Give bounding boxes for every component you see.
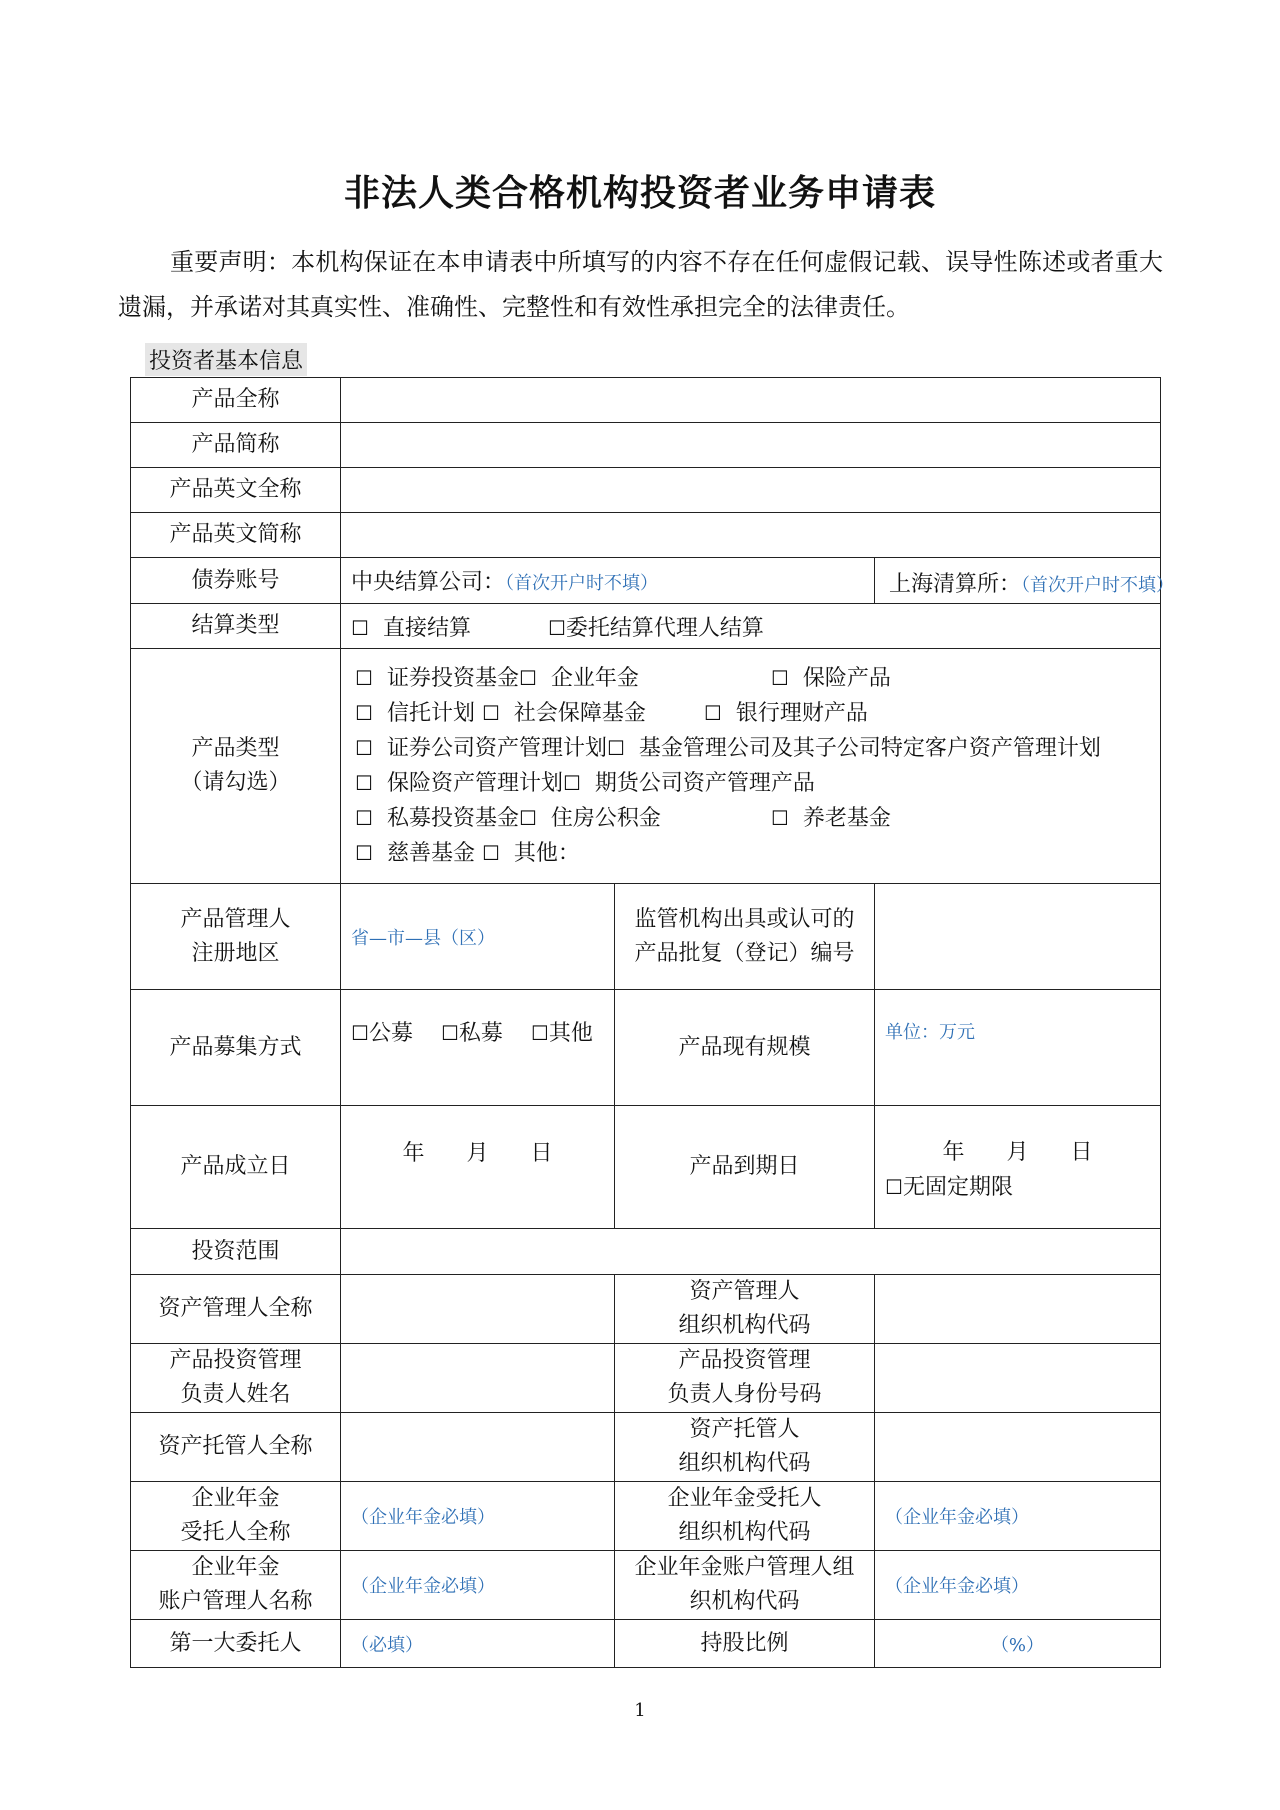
- page-number: 1: [634, 1700, 646, 1721]
- no-fixed-term-option[interactable]: ☐无固定期限: [885, 1170, 1150, 1205]
- checkbox-icon[interactable]: ☐: [355, 806, 373, 830]
- row-first-principal: [131, 1620, 1161, 1668]
- maturity-date-placeholder: 年 月 日: [942, 1140, 1093, 1165]
- annuity-trustee-code-label: 企业年金受托人 组织机构代码: [615, 1482, 875, 1551]
- ccdc-account-field[interactable]: [341, 558, 875, 604]
- annuity-account-manager-hint: （企业年金必填）: [351, 1576, 495, 1597]
- application-form-table: [130, 377, 1175, 1668]
- row-investment-manager: [131, 1344, 1161, 1413]
- product-scale-hint: 单位：万元: [885, 1022, 975, 1043]
- investment-manager-id-label: 产品投资管理 负责人身份号码: [615, 1344, 875, 1413]
- row-bond-account: [131, 558, 1161, 604]
- row-annuity-account-manager: [131, 1551, 1161, 1620]
- bond-account-label: 债券账号: [131, 558, 341, 604]
- custodian-code-field[interactable]: [875, 1413, 1161, 1482]
- product-en-short-name-field[interactable]: [341, 513, 1161, 558]
- option-enterprise-annuity[interactable]: 企业年金: [550, 666, 639, 691]
- row-manager-region: [131, 884, 1161, 990]
- raising-method-label: 产品募集方式: [131, 990, 341, 1106]
- option-charity-fund[interactable]: 慈善基金: [386, 841, 475, 866]
- product-short-name-label: 产品简称: [131, 423, 341, 468]
- product-type-line-4: [355, 766, 1150, 801]
- product-type-line-5: [355, 801, 1150, 836]
- option-housing-provident-fund[interactable]: 住房公积金: [550, 806, 661, 831]
- option-insurance-product[interactable]: 保险产品: [802, 666, 891, 691]
- settlement-type-options: [341, 604, 1161, 649]
- checkbox-icon[interactable]: ☐: [355, 666, 373, 690]
- product-en-short-name-label: 产品英文简称: [131, 513, 341, 558]
- checkbox-icon[interactable]: ☐: [770, 806, 789, 830]
- asset-manager-label: 资产管理人全称: [131, 1275, 341, 1344]
- option-other[interactable]: 其他：: [513, 841, 580, 866]
- annuity-trustee-field[interactable]: [341, 1482, 615, 1551]
- row-custodian: [131, 1413, 1161, 1482]
- page-title: 非法人类合格机构投资者业务申请表: [343, 173, 936, 214]
- manager-region-hint: 省—市—县（区）: [351, 927, 495, 949]
- product-en-full-name-label: 产品英文全称: [131, 468, 341, 513]
- approval-number-label: 监管机构出具或认可的 产品批复（登记）编号: [615, 884, 875, 990]
- option-futures-am-product[interactable]: 期货公司资产管理产品: [594, 771, 815, 796]
- checkbox-icon[interactable]: ☐: [562, 771, 581, 795]
- shch-hint: （首次开户时不填）: [1021, 575, 1175, 596]
- product-full-name-field[interactable]: [341, 378, 1161, 423]
- checkbox-icon[interactable]: ☐: [770, 666, 789, 690]
- annuity-trustee-code-hint: （企业年金必填）: [885, 1507, 1029, 1528]
- checkbox-icon[interactable]: ☐: [355, 736, 373, 760]
- asset-manager-code-field[interactable]: [875, 1275, 1161, 1344]
- annuity-account-manager-code-label: 企业年金账户管理人组 织机构代码: [615, 1551, 875, 1620]
- investment-manager-field[interactable]: [341, 1344, 615, 1413]
- row-raising-method: [131, 990, 1161, 1106]
- product-scale-field[interactable]: [875, 990, 1161, 1106]
- first-principal-hint: （必填）: [351, 1634, 423, 1656]
- annuity-trustee-code-field[interactable]: [875, 1482, 1161, 1551]
- investment-scope-label: 投资范围: [131, 1229, 341, 1275]
- checkbox-icon[interactable]: ☐: [481, 701, 500, 725]
- row-product-full-name: [131, 378, 1161, 423]
- investment-scope-field[interactable]: [341, 1229, 1161, 1275]
- maturity-date-field[interactable]: [875, 1106, 1161, 1229]
- share-ratio-hint: （%）: [990, 1634, 1045, 1656]
- annuity-account-manager-label: 企业年金 账户管理人名称: [131, 1551, 341, 1620]
- checkbox-icon[interactable]: ☐: [355, 841, 373, 865]
- row-annuity-trustee: [131, 1482, 1161, 1551]
- row-asset-manager: [131, 1275, 1161, 1344]
- asset-manager-field[interactable]: [341, 1275, 615, 1344]
- shch-label: 上海清算所：: [889, 572, 1022, 597]
- declaration-text: 重要声明：本机构保证在本申请表中所填写的内容不存在任何虚假记载、误导性陈述或者重大遗漏，并承诺对其真实性、准确性、完整性和有效性承担完全的法律责任。: [118, 248, 1163, 321]
- custodian-label: 资产托管人全称: [131, 1413, 341, 1482]
- ccdc-hint: （首次开户时不填）: [505, 573, 659, 594]
- option-pension-fund[interactable]: 养老基金: [802, 806, 891, 831]
- row-product-type: [131, 649, 1161, 884]
- checkbox-icon[interactable]: ☐: [518, 666, 537, 690]
- asset-manager-code-label: 资产管理人 组织机构代码: [615, 1275, 875, 1344]
- annuity-account-manager-field[interactable]: [341, 1551, 615, 1620]
- checkbox-icon[interactable]: ☐: [530, 1021, 549, 1045]
- annuity-trustee-hint: （企业年金必填）: [351, 1507, 495, 1528]
- annuity-trustee-label: 企业年金 受托人全称: [131, 1482, 341, 1551]
- option-trust-plan[interactable]: 信托计划: [386, 701, 475, 726]
- checkbox-icon[interactable]: ☐: [481, 841, 500, 865]
- raising-option-public[interactable]: ☐公募: [351, 1021, 413, 1046]
- raising-option-private[interactable]: ☐私募: [440, 1021, 503, 1046]
- maturity-date-label: 产品到期日: [615, 1106, 875, 1229]
- established-date-placeholder: 年 月 日: [402, 1141, 553, 1166]
- option-securities-fund[interactable]: 证券投资基金: [386, 666, 519, 691]
- product-type-line-6: [355, 836, 1150, 871]
- manager-region-field[interactable]: [341, 884, 615, 990]
- checkbox-icon[interactable]: ☐: [885, 1175, 903, 1199]
- product-type-label: 产品类型 （请勾选）: [131, 649, 341, 884]
- row-investment-scope: [131, 1229, 1161, 1275]
- product-en-full-name-field[interactable]: [341, 468, 1161, 513]
- share-ratio-field[interactable]: [875, 1620, 1161, 1668]
- checkbox-icon[interactable]: ☐: [606, 736, 625, 760]
- option-bank-wealth-product[interactable]: 银行理财产品: [735, 701, 868, 726]
- section-label: 投资者基本信息: [145, 343, 307, 376]
- checkbox-icon[interactable]: ☐: [355, 701, 373, 725]
- checkbox-icon[interactable]: ☐: [547, 615, 566, 640]
- shch-account-field[interactable]: [875, 558, 1175, 604]
- checkbox-icon[interactable]: ☐: [518, 806, 537, 830]
- checkbox-icon[interactable]: ☐: [703, 701, 722, 725]
- option-social-security-fund[interactable]: 社会保障基金: [513, 701, 646, 726]
- checkbox-icon[interactable]: ☐: [355, 771, 373, 795]
- product-type-line-3: [355, 731, 1150, 766]
- row-product-short-name: [131, 423, 1161, 468]
- option-insurance-am-plan[interactable]: 保险资产管理计划: [386, 771, 563, 796]
- manager-region-label: 产品管理人 注册地区: [131, 884, 341, 990]
- product-short-name-field[interactable]: [341, 423, 1161, 468]
- row-product-en-short-name: [131, 513, 1161, 558]
- investment-manager-id-field[interactable]: [875, 1344, 1161, 1413]
- product-type-options: [341, 649, 1161, 884]
- established-date-label: 产品成立日: [131, 1106, 341, 1229]
- raising-method-options: [341, 990, 615, 1106]
- product-scale-label: 产品现有规模: [615, 990, 875, 1106]
- custodian-field[interactable]: [341, 1413, 615, 1482]
- checkbox-icon[interactable]: ☐: [440, 1021, 459, 1045]
- option-private-fund[interactable]: 私募投资基金: [386, 806, 519, 831]
- checkbox-icon[interactable]: ☐: [351, 1021, 369, 1045]
- custodian-code-label: 资产托管人 组织机构代码: [615, 1413, 875, 1482]
- row-product-en-full-name: [131, 468, 1161, 513]
- share-ratio-label: 持股比例: [615, 1620, 875, 1668]
- first-principal-field[interactable]: [341, 1620, 615, 1668]
- checkbox-icon[interactable]: ☐: [351, 615, 369, 640]
- product-type-line-2: [355, 696, 1150, 731]
- investment-manager-label: 产品投资管理 负责人姓名: [131, 1344, 341, 1413]
- established-date-field[interactable]: [341, 1106, 615, 1229]
- product-type-line-1: [355, 661, 1150, 696]
- row-dates: [131, 1106, 1161, 1229]
- settlement-option-agent[interactable]: ☐委托结算代理人结算: [547, 615, 764, 641]
- settlement-type-label: 结算类型: [131, 604, 341, 649]
- option-securities-am-plan[interactable]: 证券公司资产管理计划: [386, 736, 607, 761]
- settlement-option-direct[interactable]: ☐ 直接结算: [351, 615, 471, 641]
- approval-number-field[interactable]: [875, 884, 1161, 990]
- product-full-name-label: 产品全称: [131, 378, 341, 423]
- first-principal-label: 第一大委托人: [131, 1620, 341, 1668]
- annuity-account-manager-code-field[interactable]: [875, 1551, 1161, 1620]
- raising-option-other[interactable]: ☐其他: [530, 1021, 593, 1046]
- ccdc-label: 中央结算公司：: [351, 570, 506, 595]
- option-fund-special-am-plan[interactable]: 基金管理公司及其子公司特定客户资产管理计划: [638, 736, 1101, 761]
- annuity-account-manager-code-hint: （企业年金必填）: [885, 1576, 1029, 1597]
- row-settlement-type: [131, 604, 1161, 649]
